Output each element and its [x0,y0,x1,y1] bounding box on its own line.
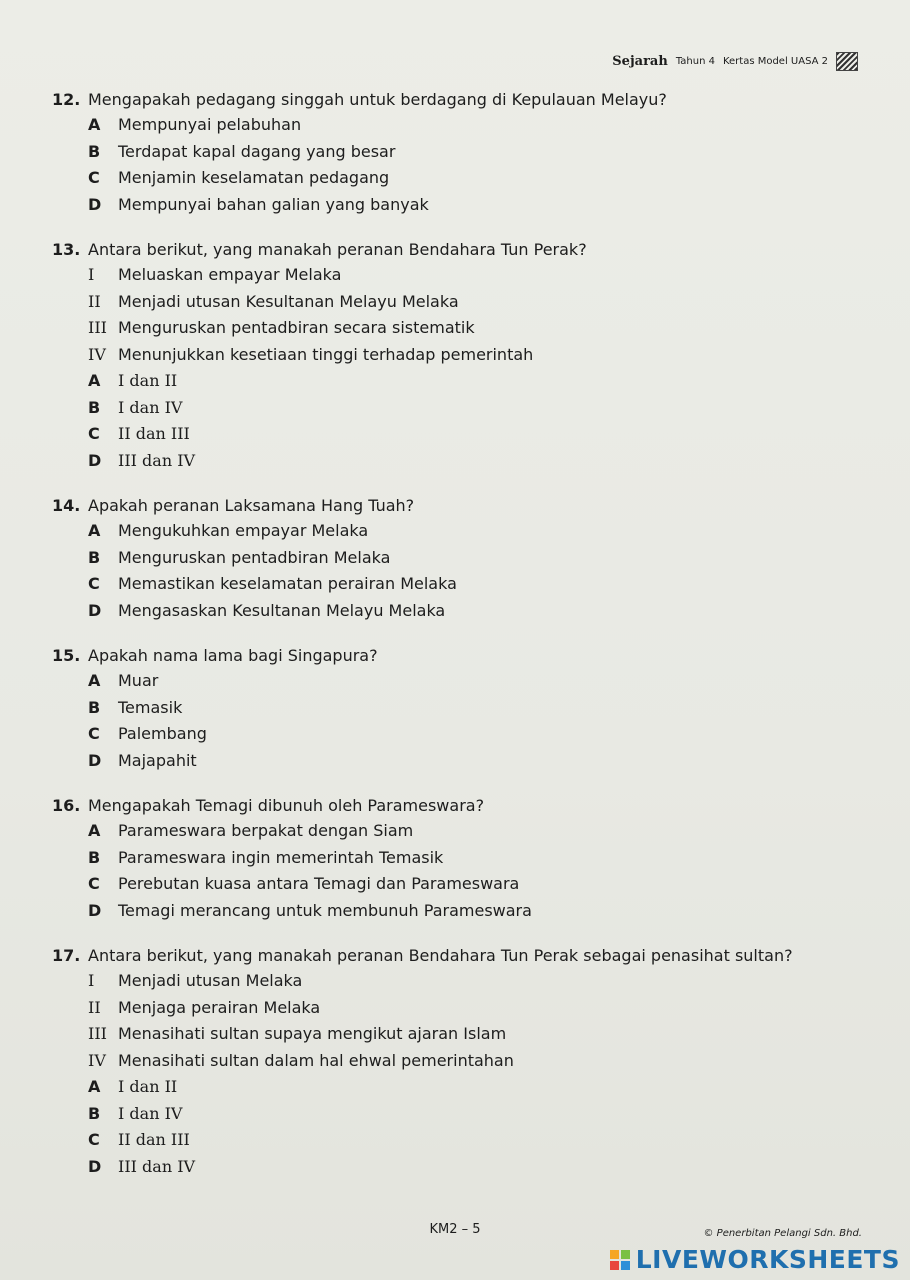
option-text: II dan III [118,424,190,443]
answer-option-c[interactable] [88,721,852,748]
option-text: Muar [118,671,159,690]
statement-numeral: IV [88,344,106,364]
option-letter: A [88,671,101,690]
option-letter: B [88,1103,101,1123]
question-text: Apakah nama lama bagi Singapura? [88,646,378,665]
statement-text: Menjadi utusan Kesultanan Melayu Melaka [118,291,459,311]
statement-text: Menasihati sultan supaya mengikut ajaran Islam [118,1024,507,1043]
question-number: 16. [52,796,81,815]
option-letter: C [88,168,100,187]
paper-stripes-icon [836,52,858,71]
option-text: III dan IV [118,1156,196,1176]
question-text: Antara berikut, yang manakah peranan Bendahara Tun Perak sebagai penasihat sultan? [88,946,793,965]
question-text: Apakah peranan Laksamana Hang Tuah? [88,496,415,515]
option-text: Mengasaskan Kesultanan Melayu Melaka [118,600,446,620]
option-text: Mengukuhkan empayar Melaka [118,521,369,540]
option-letter: D [88,450,102,470]
option-text: Terdapat kapal dagang yang besar [118,141,396,161]
statement-text: Menjadi utusan Melaka [118,971,303,990]
question-text: Mengapakah Temagi dibunuh oleh Parameswara? [88,796,485,815]
option-letter: C [88,724,100,743]
statement-item [88,995,852,1022]
option-text: I dan IV [118,397,183,417]
question-stem [52,644,852,668]
option-letter: A [88,521,101,540]
question-list [52,88,852,1200]
option-letter: A [88,821,101,840]
option-text: Majapahit [118,750,197,770]
page-number: KM2 – 5 [429,1222,481,1237]
statement-numeral: III [88,1024,107,1043]
liveworksheets-logo[interactable] [610,1245,900,1274]
answer-option-c[interactable] [88,1127,852,1154]
option-letter: A [88,371,101,390]
answer-option-d[interactable] [88,748,852,775]
statement-numeral: I [88,265,95,284]
year-label: Tahun 4 [675,56,715,67]
option-letter: A [88,1077,101,1096]
subject-label: Sejarah [612,54,668,69]
option-text: Temagi merancang untuk membunuh Parameswara [118,900,532,920]
question-stem [52,238,852,262]
option-text: Mempunyai pelabuhan [118,115,302,134]
option-letter: C [88,874,100,893]
question-number: 14. [52,496,81,515]
answer-option-c[interactable] [88,165,852,192]
statement-numeral: III [88,318,107,337]
option-text: III dan IV [118,450,196,470]
statement-text: Menasihati sultan dalam hal ehwal pemerintahan [118,1050,514,1070]
statement-item [88,289,852,316]
question-stem [52,88,852,112]
option-letter: B [88,547,101,567]
statement-item [88,968,852,995]
answer-option-d[interactable] [88,598,852,625]
answer-option-a[interactable] [88,1074,852,1101]
question-number: 17. [52,946,81,965]
statement-item [88,1021,852,1048]
option-text: Parameswara berpakat dengan Siam [118,821,414,840]
question-stem [52,494,852,518]
question-17 [52,944,852,1180]
statement-item [88,342,852,369]
copyright-text: © Penerbitan Pelangi Sdn. Bhd. [703,1228,862,1239]
answer-option-b[interactable] [88,695,852,722]
option-text: Menguruskan pentadbiran Melaka [118,547,391,567]
option-text: Temasik [118,697,183,717]
option-text: Palembang [118,724,207,743]
option-letter: A [88,115,101,134]
statement-text: Meluaskan empayar Melaka [118,265,342,284]
option-letter: D [88,194,102,214]
option-letter: C [88,574,100,593]
option-text: Mempunyai bahan galian yang banyak [118,194,429,214]
question-12 [52,88,852,218]
answer-option-a[interactable] [88,668,852,695]
question-text: Antara berikut, yang manakah peranan Bendahara Tun Perak? [88,240,587,259]
statement-numeral: IV [88,1050,106,1070]
option-letter: B [88,141,101,161]
option-letter: C [88,424,100,443]
statement-item [88,315,852,342]
option-text: Menjamin keselamatan pedagang [118,168,390,187]
question-number: 15. [52,646,81,665]
option-letter: B [88,397,101,417]
statement-text: Menunjukkan kesetiaan tinggi terhadap pemerintah [118,344,534,364]
statement-item [88,262,852,289]
answer-option-a[interactable] [88,818,852,845]
option-letter: D [88,750,102,770]
statement-text: Menjaga perairan Melaka [118,997,321,1017]
option-text: II dan III [118,1130,190,1149]
answer-option-b[interactable] [88,845,852,872]
option-letter: B [88,847,101,867]
statement-numeral: II [88,291,101,311]
answer-option-c[interactable] [88,571,852,598]
option-letter: C [88,1130,100,1149]
brand-name: LIVEWORKSHEETS [635,1245,900,1274]
question-14 [52,494,852,624]
answer-option-c[interactable] [88,871,852,898]
question-15 [52,644,852,774]
statement-numeral: I [88,971,95,990]
option-letter: D [88,900,102,920]
option-text: I dan IV [118,1103,183,1123]
answer-option-a[interactable] [88,518,852,545]
paper-label: Kertas Model UASA 2 [722,56,828,67]
liveworksheets-icon [610,1250,630,1270]
question-stem [52,794,852,818]
answer-option-b[interactable] [88,1101,852,1128]
question-stem [52,944,852,968]
answer-option-b[interactable] [88,395,852,422]
statement-numeral: II [88,997,101,1017]
option-text: I dan II [118,371,178,390]
question-text: Mengapakah pedagang singgah untuk berdagang di Kepulauan Melayu? [88,90,667,109]
answer-option-b[interactable] [88,545,852,572]
question-13 [52,238,852,474]
answer-option-c[interactable] [88,421,852,448]
option-letter: B [88,697,101,717]
option-text: Parameswara ingin memerintah Temasik [118,847,444,867]
statement-text: Menguruskan pentadbiran secara sistematik [118,318,475,337]
option-text: I dan II [118,1077,178,1096]
question-number: 13. [52,240,81,259]
answer-option-a[interactable] [88,368,852,395]
answer-option-b[interactable] [88,139,852,166]
option-letter: D [88,1156,102,1176]
option-letter: D [88,600,102,620]
statement-item [88,1048,852,1075]
answer-option-a[interactable] [88,112,852,139]
option-text: Perebutan kuasa antara Temagi dan Parameswara [118,874,520,893]
answer-option-d[interactable] [88,1154,852,1181]
page-header [612,52,858,71]
answer-option-d[interactable] [88,448,852,475]
question-number: 12. [52,90,81,109]
answer-option-d[interactable] [88,898,852,925]
option-text: Memastikan keselamatan perairan Melaka [118,574,457,593]
answer-option-d[interactable] [88,192,852,219]
question-16 [52,794,852,924]
